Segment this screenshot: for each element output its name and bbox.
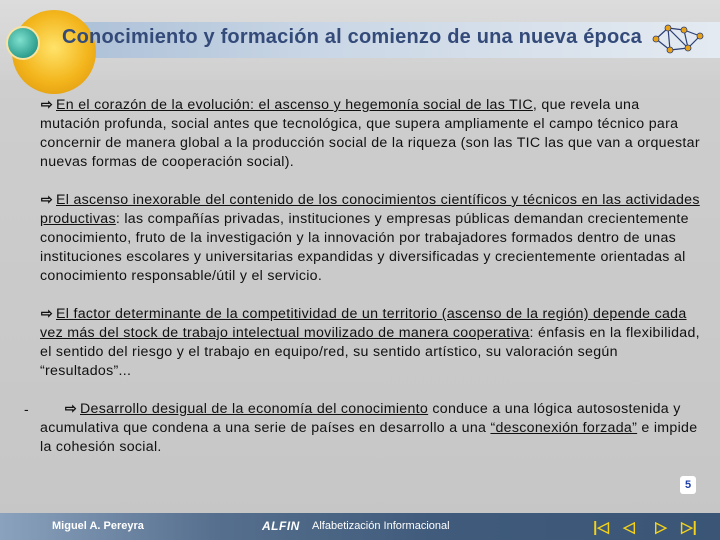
last-slide-icon[interactable]: ▷| bbox=[681, 519, 697, 536]
bullet-lead: En el corazón de la evolución: el ascenso y hegemonía social de las TIC bbox=[56, 97, 533, 113]
first-slide-icon[interactable]: |◁ bbox=[593, 519, 609, 536]
dash-marker: - bbox=[24, 401, 29, 417]
bullet-text: : las compañías privadas, instituciones y empresas públicas demandan crecientemente conocimiento, fruto de la investigación y la innovación por trabajadores formados dentro de unas instituciones escolares y universitarias expandidas y diversificadas y crecientemente orientadas al conocimiento responsable/útil y el servicio. bbox=[40, 211, 689, 284]
previous-slide-icon[interactable]: ◁ bbox=[623, 519, 635, 536]
arrow-right-icon: ⇨ bbox=[40, 192, 54, 208]
bullet-text-2: e impide la cohesión social. bbox=[40, 420, 698, 455]
bullet-lead: El ascenso inexorable del contenido de los conocimientos científicos y técnicos en las actividades productivas bbox=[40, 192, 700, 227]
bullet-lead: El factor determinante de la competitividad de un territorio (ascenso de la región) depende cada vez más del stock de trabajo intelectual movilizado de manera cooperativa bbox=[40, 306, 687, 341]
author-name: Miguel A. Pereyra bbox=[52, 520, 144, 532]
bullet-text: , que revela una mutación profunda, social antes que tecnológica, que supera ampliamente el campo técnico para concernir de manera global a la producción social de la riqueza (son las TIC las que van a orquestar nuevas formas de cooperación social). bbox=[40, 97, 700, 170]
bullet-paragraph-4 bbox=[20, 400, 700, 457]
bullet-paragraph-1 bbox=[20, 96, 700, 172]
logo-icon bbox=[12, 10, 96, 94]
bullet-paragraph-3 bbox=[20, 305, 700, 381]
slide-footer bbox=[0, 513, 720, 540]
page-number: 5 bbox=[680, 476, 696, 494]
brand-subtitle: Alfabetización Informacional bbox=[312, 520, 450, 532]
bullet-paragraph-2 bbox=[20, 191, 700, 286]
bullet-text: : énfasis en la flexibilidad, el sentido del riesgo y el trabajo en equipo/red, su sentido artístico, su valoración según “resultados”... bbox=[40, 325, 700, 379]
arrow-right-icon: ⇨ bbox=[64, 401, 78, 417]
network-icon bbox=[650, 22, 706, 56]
arrow-right-icon: ⇨ bbox=[40, 97, 54, 113]
slide-title: Conocimiento y formación al comienzo de una nueva época bbox=[62, 26, 643, 48]
arrow-right-icon: ⇨ bbox=[40, 306, 54, 322]
slide-header bbox=[0, 0, 720, 80]
bullet-lead-2: “desconexión forzada” bbox=[490, 420, 638, 436]
slide-content bbox=[20, 96, 700, 457]
bullet-lead: Desarrollo desigual de la economía del conocimiento bbox=[80, 401, 429, 417]
brand-logo: ALFIN bbox=[262, 519, 300, 533]
bullet-text: conduce a una lógica autosostenida y acumulativa que condena a una serie de países en desarrollo a una bbox=[40, 401, 681, 436]
logo-inner-circle bbox=[6, 26, 40, 60]
next-slide-icon[interactable]: ▷ bbox=[655, 519, 667, 536]
